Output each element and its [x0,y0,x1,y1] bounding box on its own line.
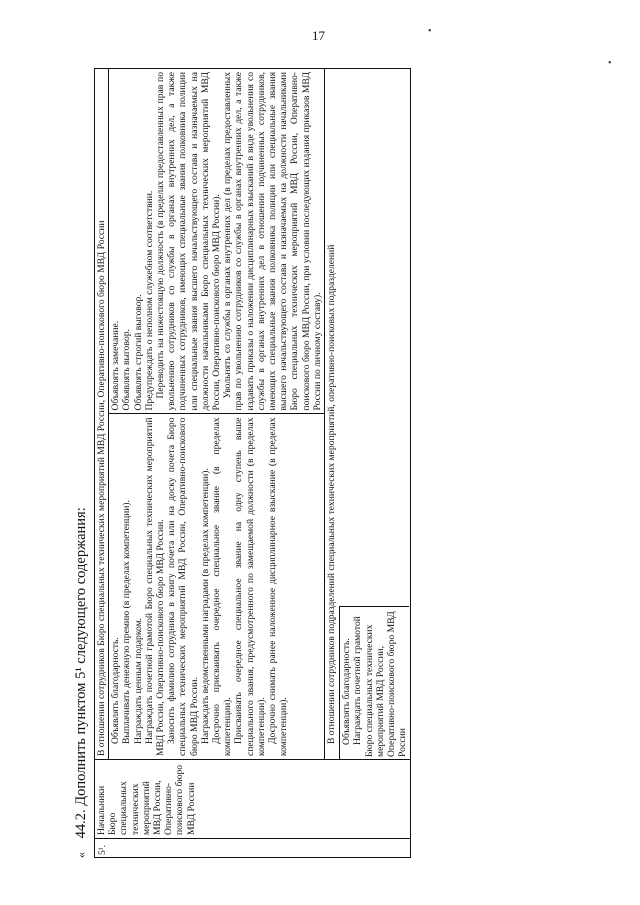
incentive-item: Награждать ценным подарком. [132,617,144,744]
amendment-heading [72,68,90,858]
section-header-subdivisions [325,69,411,760]
section-header-subdivisions-text: В отношении сотрудников подразделений специальных технических мероприятий, оперативно-поисковых подразделений [326,244,338,744]
rotated-page-content [72,68,542,858]
incentive-item: Награждать почетной грамотой Бюро специальных технических мероприятий МВД России, Оперативно-поискового бюро МВД России [352,611,409,757]
incentive-item: Награждать почетной грамотой Бюро специальных технических мероприятий МВД России, Оперативно-поискового бюро МВД России. [143,417,167,756]
scan-speck: • [428,26,432,37]
official-cell: Начальники Бюро специальных технических мероприятий МВД России, Оперативно-поискового бюро МВД России [95,760,411,839]
incentives-subdivisions-cell [340,607,410,761]
subdivisions-incentives-subtable [339,606,409,760]
penalty-item: Объявлять строгий выговор. [132,294,144,411]
scan-speck: • [608,58,612,69]
penalty-item: Объявлять выговор. [121,329,133,411]
incentive-item: Заносить фамилию сотрудника в книгу почета или на доску почета Бюро специальных технических мероприятий МВД России, Оперативно-поискового бюро МВД России. [166,417,200,756]
penalty-item: Предупреждать о неполном служебном соответствии. [143,190,155,411]
incentive-item: Досрочно снимать ранее наложенное дисциплинарное взыскание (в пределах компетенции). [267,417,290,756]
incentive-item: Выплачивать денежную премию (в пределах компетенции). [121,500,133,744]
opening-quote: « [74,852,88,858]
section-header-employees: В отношении сотрудников Бюро специальных технических мероприятий МВД России, Оперативно-поискового бюро МВД России [95,69,109,760]
penalty-item: Увольнять со службы в органах внутренних дел (в пределах предоставленных прав по увольнению сотрудников со службы в органах внутренних дел, а также издавать приказы о наложении дисциплинарных взысканий в виде увольнения со службы в органах внутренних дел в отношении подчиненных сотрудников, имеющих специальные звания полковника полиции или специальные звания высшего начальствующего состава и назначаемых на должности начальниками Бюро специальных технических мероприятий МВД России, Оперативно-поискового бюро МВД России, при условии последующих издания приказов МВД России по личному составу). [222,72,323,411]
authority-table [94,68,411,858]
amendment-heading-text: 44.2. Дополнить пунктом 5¹ следующего содержания: [73,507,89,839]
penalty-item: Объявлять замечание. [110,320,122,411]
page-number: 17 [312,28,325,43]
incentive-item: Объявлять благодарность. [341,638,353,745]
incentive-item: Досрочно присваивать очередное специальное звание (в пределах компетенции). [211,417,234,756]
incentive-item: Объявлять благодарность. [110,637,122,744]
incentive-item: Присваивать очередное специальное звание на одну ступень выше специального звания, предусмотренного по замещаемой должности (в пределах компетенции). [233,417,267,756]
penalty-item: Переводить на нижестоящую должность (в пределах предоставленных прав по увольнению сотрудников со службы в органах внутренних дел, а также подчиненных сотрудников, имеющих специальные звания полковника полиции или специальные звания высшего начальствующего состава и назначаемых на должности начальниками Бюро специальных технических мероприятий МВД России, Оперативно-поискового бюро МВД России). [155,72,223,411]
penalties-employees-cell [109,69,325,415]
incentive-item: Награждать ведомственными наградами (в пределах компетенции). [199,468,211,744]
incentives-employees-cell [109,414,325,760]
row-number: 5¹. [95,839,411,858]
